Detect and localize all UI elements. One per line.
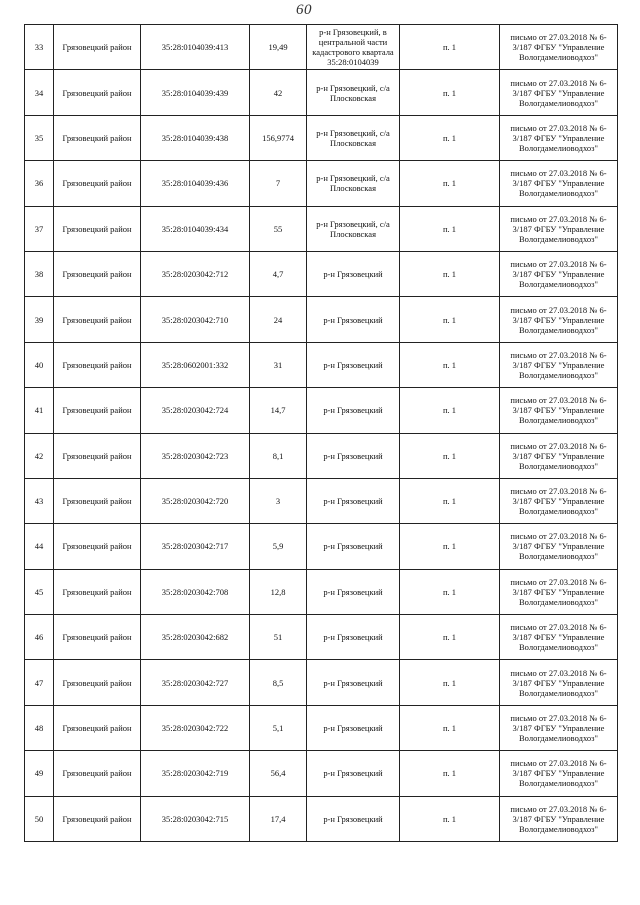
row-number-cell: 44 (25, 524, 54, 569)
district-cell: Грязовецкий район (54, 297, 141, 342)
clause-cell: п. 1 (400, 796, 500, 841)
row-number-cell: 43 (25, 478, 54, 523)
cadastral-number-cell: 35:28:0104039:436 (141, 161, 250, 206)
district-cell: Грязовецкий район (54, 388, 141, 433)
location-cell: р-н Грязовецкий (307, 569, 400, 614)
area-cell: 55 (250, 206, 307, 251)
table-row (25, 751, 618, 796)
location-cell: р-н Грязовецкий (307, 251, 400, 296)
location-cell: р-н Грязовецкий, с/а Плосковская (307, 206, 400, 251)
row-number-cell: 41 (25, 388, 54, 433)
cadastral-number-cell: 35:28:0203042:727 (141, 660, 250, 705)
table-body (25, 25, 618, 842)
table-row (25, 660, 618, 705)
area-cell: 7 (250, 161, 307, 206)
district-cell: Грязовецкий район (54, 115, 141, 160)
basis-cell: письмо от 27.03.2018 № 6-3/187 ФГБУ "Управление Вологдамелиоводхоз" (500, 388, 618, 433)
location-cell: р-н Грязовецкий (307, 433, 400, 478)
district-cell: Грязовецкий район (54, 569, 141, 614)
area-cell: 19,49 (250, 25, 307, 70)
area-cell: 56,4 (250, 751, 307, 796)
table-row (25, 342, 618, 387)
cadastral-number-cell: 35:28:0104039:438 (141, 115, 250, 160)
cadastral-number-cell: 35:28:0203042:717 (141, 524, 250, 569)
row-number-cell: 46 (25, 615, 54, 660)
area-cell: 3 (250, 478, 307, 523)
location-cell: р-н Грязовецкий (307, 751, 400, 796)
district-cell: Грязовецкий район (54, 796, 141, 841)
clause-cell: п. 1 (400, 751, 500, 796)
table-row (25, 569, 618, 614)
district-cell: Грязовецкий район (54, 615, 141, 660)
row-number-cell: 48 (25, 705, 54, 750)
row-number-cell: 36 (25, 161, 54, 206)
basis-cell: письмо от 27.03.2018 № 6-3/187 ФГБУ "Управление Вологдамелиоводхоз" (500, 70, 618, 115)
area-cell: 14,7 (250, 388, 307, 433)
cadastral-number-cell: 35:28:0203042:723 (141, 433, 250, 478)
district-cell: Грязовецкий район (54, 751, 141, 796)
row-number-cell: 37 (25, 206, 54, 251)
clause-cell: п. 1 (400, 251, 500, 296)
cadastral-number-cell: 35:28:0203042:710 (141, 297, 250, 342)
district-cell: Грязовецкий район (54, 70, 141, 115)
row-number-cell: 39 (25, 297, 54, 342)
basis-cell: письмо от 27.03.2018 № 6-3/187 ФГБУ "Управление Вологдамелиоводхоз" (500, 25, 618, 70)
basis-cell: письмо от 27.03.2018 № 6-3/187 ФГБУ "Управление Вологдамелиоводхоз" (500, 433, 618, 478)
cadastral-number-cell: 35:28:0203042:715 (141, 796, 250, 841)
cadastral-number-cell: 35:28:0104039:413 (141, 25, 250, 70)
clause-cell: п. 1 (400, 25, 500, 70)
table-row (25, 297, 618, 342)
clause-cell: п. 1 (400, 115, 500, 160)
basis-cell: письмо от 27.03.2018 № 6-3/187 ФГБУ "Управление Вологдамелиоводхоз" (500, 796, 618, 841)
clause-cell: п. 1 (400, 433, 500, 478)
location-cell: р-н Грязовецкий (307, 796, 400, 841)
basis-cell: письмо от 27.03.2018 № 6-3/187 ФГБУ "Управление Вологдамелиоводхоз" (500, 297, 618, 342)
table-row (25, 524, 618, 569)
area-cell: 24 (250, 297, 307, 342)
area-cell: 5,1 (250, 705, 307, 750)
table-row (25, 388, 618, 433)
table-row (25, 115, 618, 160)
basis-cell: письмо от 27.03.2018 № 6-3/187 ФГБУ "Управление Вологдамелиоводхоз" (500, 478, 618, 523)
clause-cell: п. 1 (400, 342, 500, 387)
district-cell: Грязовецкий район (54, 251, 141, 296)
row-number-cell: 49 (25, 751, 54, 796)
location-cell: р-н Грязовецкий (307, 705, 400, 750)
location-cell: р-н Грязовецкий, с/а Плосковская (307, 115, 400, 160)
district-cell: Грязовецкий район (54, 660, 141, 705)
page-number: 60 (296, 2, 312, 18)
clause-cell: п. 1 (400, 388, 500, 433)
table-row (25, 70, 618, 115)
clause-cell: п. 1 (400, 569, 500, 614)
district-cell: Грязовецкий район (54, 433, 141, 478)
clause-cell: п. 1 (400, 478, 500, 523)
district-cell: Грязовецкий район (54, 161, 141, 206)
cadastral-number-cell: 35:28:0203042:722 (141, 705, 250, 750)
row-number-cell: 50 (25, 796, 54, 841)
location-cell: р-н Грязовецкий (307, 297, 400, 342)
location-cell: р-н Грязовецкий, с/а Плосковская (307, 70, 400, 115)
basis-cell: письмо от 27.03.2018 № 6-3/187 ФГБУ "Управление Вологдамелиоводхоз" (500, 206, 618, 251)
table-row (25, 705, 618, 750)
basis-cell: письмо от 27.03.2018 № 6-3/187 ФГБУ "Управление Вологдамелиоводхоз" (500, 251, 618, 296)
clause-cell: п. 1 (400, 161, 500, 206)
basis-cell: письмо от 27.03.2018 № 6-3/187 ФГБУ "Управление Вологдамелиоводхоз" (500, 115, 618, 160)
cadastral-number-cell: 35:28:0203042:682 (141, 615, 250, 660)
area-cell: 42 (250, 70, 307, 115)
district-cell: Грязовецкий район (54, 478, 141, 523)
area-cell: 12,8 (250, 569, 307, 614)
cadastral-number-cell: 35:28:0203042:712 (141, 251, 250, 296)
location-cell: р-н Грязовецкий (307, 478, 400, 523)
district-cell: Грязовецкий район (54, 25, 141, 70)
row-number-cell: 33 (25, 25, 54, 70)
row-number-cell: 42 (25, 433, 54, 478)
area-cell: 51 (250, 615, 307, 660)
area-cell: 17,4 (250, 796, 307, 841)
table-row (25, 478, 618, 523)
table-row (25, 251, 618, 296)
area-cell: 8,1 (250, 433, 307, 478)
table-row (25, 206, 618, 251)
table-row (25, 433, 618, 478)
cadastral-number-cell: 35:28:0203042:719 (141, 751, 250, 796)
clause-cell: п. 1 (400, 297, 500, 342)
location-cell: р-н Грязовецкий (307, 342, 400, 387)
row-number-cell: 45 (25, 569, 54, 614)
basis-cell: письмо от 27.03.2018 № 6-3/187 ФГБУ "Управление Вологдамелиоводхоз" (500, 705, 618, 750)
table-row (25, 161, 618, 206)
row-number-cell: 34 (25, 70, 54, 115)
table-row (25, 615, 618, 660)
basis-cell: письмо от 27.03.2018 № 6-3/187 ФГБУ "Управление Вологдамелиоводхоз" (500, 342, 618, 387)
location-cell: р-н Грязовецкий, с/а Плосковская (307, 161, 400, 206)
district-cell: Грязовецкий район (54, 206, 141, 251)
location-cell: р-н Грязовецкий (307, 524, 400, 569)
land-plots-table (24, 24, 618, 842)
location-cell: р-н Грязовецкий (307, 388, 400, 433)
cadastral-number-cell: 35:28:0203042:720 (141, 478, 250, 523)
area-cell: 4,7 (250, 251, 307, 296)
district-cell: Грязовецкий район (54, 524, 141, 569)
clause-cell: п. 1 (400, 524, 500, 569)
row-number-cell: 38 (25, 251, 54, 296)
clause-cell: п. 1 (400, 660, 500, 705)
area-cell: 8,5 (250, 660, 307, 705)
basis-cell: письмо от 27.03.2018 № 6-3/187 ФГБУ "Управление Вологдамелиоводхоз" (500, 615, 618, 660)
table-row (25, 25, 618, 70)
clause-cell: п. 1 (400, 206, 500, 251)
basis-cell: письмо от 27.03.2018 № 6-3/187 ФГБУ "Управление Вологдамелиоводхоз" (500, 569, 618, 614)
cadastral-number-cell: 35:28:0602001:332 (141, 342, 250, 387)
district-cell: Грязовецкий район (54, 705, 141, 750)
row-number-cell: 40 (25, 342, 54, 387)
table-row (25, 796, 618, 841)
location-cell: р-н Грязовецкий (307, 660, 400, 705)
cadastral-number-cell: 35:28:0104039:434 (141, 206, 250, 251)
basis-cell: письмо от 27.03.2018 № 6-3/187 ФГБУ "Управление Вологдамелиоводхоз" (500, 524, 618, 569)
location-cell: р-н Грязовецкий, в центральной части кадастрового квартала 35:28:0104039 (307, 25, 400, 70)
clause-cell: п. 1 (400, 705, 500, 750)
location-cell: р-н Грязовецкий (307, 615, 400, 660)
area-cell: 5,9 (250, 524, 307, 569)
area-cell: 156,9774 (250, 115, 307, 160)
area-cell: 31 (250, 342, 307, 387)
basis-cell: письмо от 27.03.2018 № 6-3/187 ФГБУ "Управление Вологдамелиоводхоз" (500, 751, 618, 796)
cadastral-number-cell: 35:28:0203042:708 (141, 569, 250, 614)
district-cell: Грязовецкий район (54, 342, 141, 387)
cadastral-number-cell: 35:28:0203042:724 (141, 388, 250, 433)
basis-cell: письмо от 27.03.2018 № 6-3/187 ФГБУ "Управление Вологдамелиоводхоз" (500, 161, 618, 206)
row-number-cell: 35 (25, 115, 54, 160)
row-number-cell: 47 (25, 660, 54, 705)
basis-cell: письмо от 27.03.2018 № 6-3/187 ФГБУ "Управление Вологдамелиоводхоз" (500, 660, 618, 705)
clause-cell: п. 1 (400, 70, 500, 115)
cadastral-number-cell: 35:28:0104039:439 (141, 70, 250, 115)
clause-cell: п. 1 (400, 615, 500, 660)
